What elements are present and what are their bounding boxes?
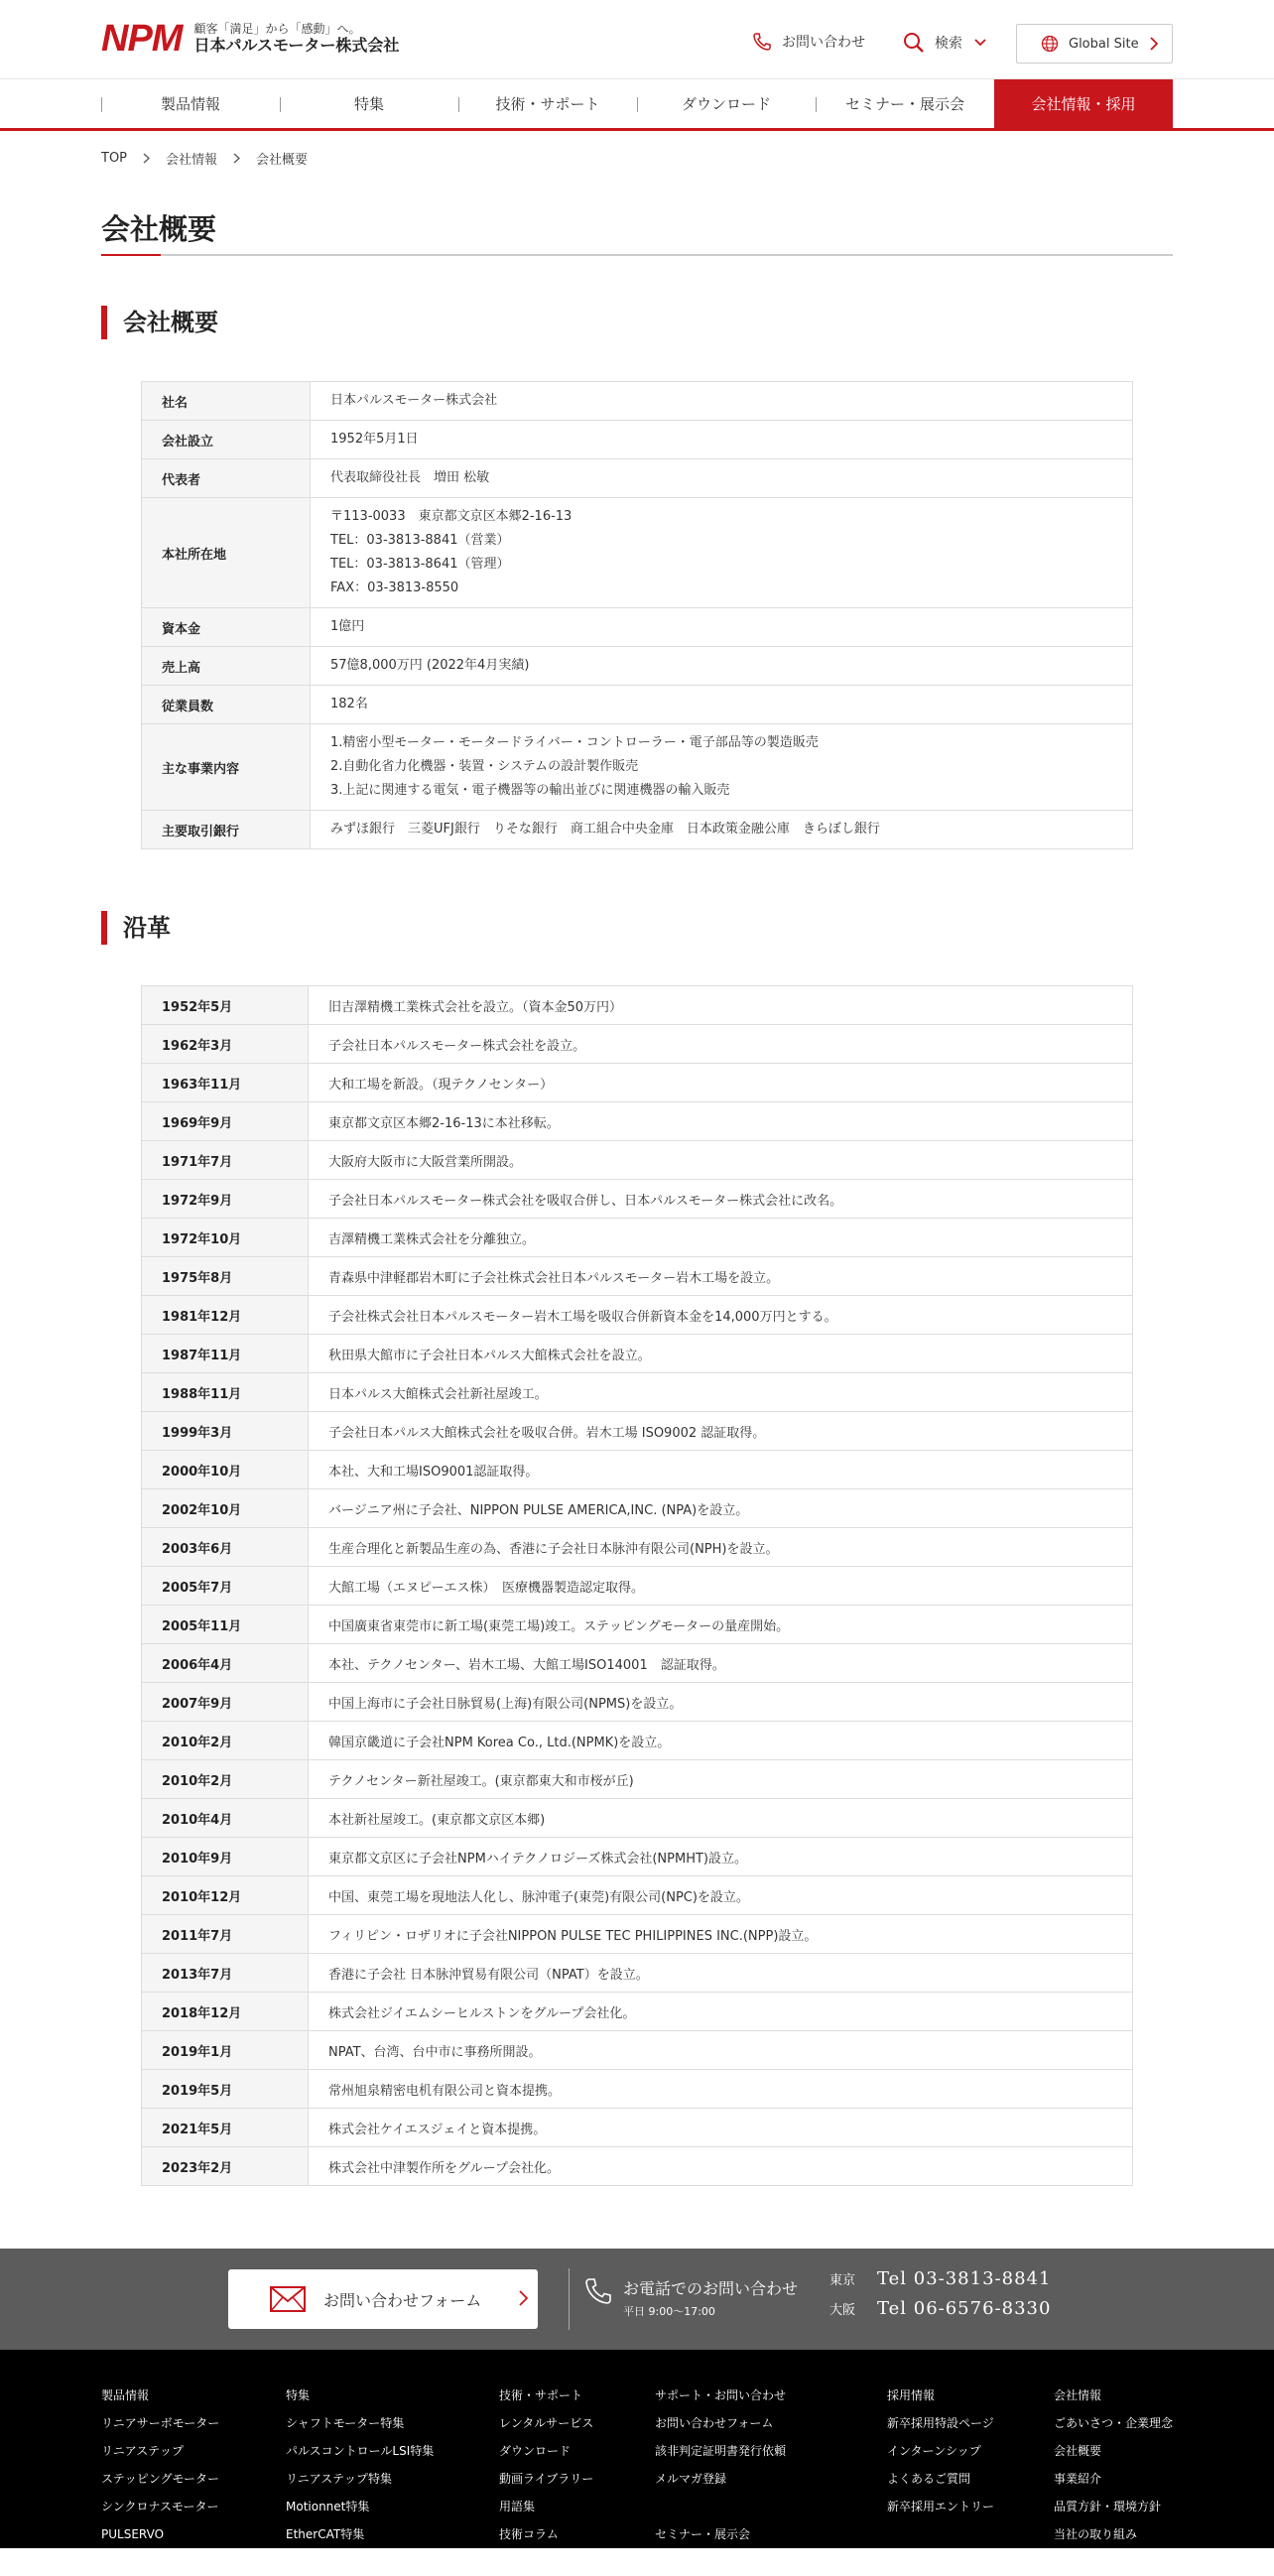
overview-value-line: 57億8,000万円 (2022年4月実績) bbox=[330, 658, 530, 673]
overview-value-line: みずほ銀行 三菱UFJ銀行 りそな銀行 商工組合中央金庫 日本政策金融公庫 きらぼし銀行 bbox=[330, 822, 880, 837]
history-event: 日本パルス大館株式会社新社屋竣工。 bbox=[309, 1373, 1133, 1412]
logo-mark: NPM bbox=[101, 18, 183, 60]
history-date: 2005年11月 bbox=[142, 1606, 309, 1644]
history-event: 韓国京畿道に子会社NPM Korea Co., Ltd.(NPMK)を設立。 bbox=[309, 1722, 1133, 1760]
history-date: 1999年3月 bbox=[142, 1412, 309, 1451]
history-date: 1981年12月 bbox=[142, 1296, 309, 1335]
footer-link[interactable]: EtherCAT特集 bbox=[286, 2527, 365, 2541]
footer-column-features bbox=[286, 2382, 434, 2548]
title-underline bbox=[101, 254, 1173, 256]
overview-value bbox=[311, 647, 1133, 686]
history-event: 東京都文京区に子会社NPMハイテクノロジーズ株式会社(NPMHT)設立。 bbox=[309, 1838, 1133, 1876]
history-event: 本社、大和工場ISO9001認証取得。 bbox=[309, 1451, 1133, 1489]
history-date: 2007年9月 bbox=[142, 1683, 309, 1722]
history-event: 子会社日本パルス大館株式会社を吸収合併。岩木工場 ISO9002 認証取得。 bbox=[309, 1412, 1133, 1451]
footer-link[interactable]: リニアステップ特集 bbox=[286, 2472, 393, 2486]
overview-value bbox=[311, 686, 1133, 724]
history-date: 1975年8月 bbox=[142, 1257, 309, 1296]
footer-link[interactable]: メルマガ登録 bbox=[655, 2472, 727, 2486]
history-date: 2010年2月 bbox=[142, 1760, 309, 1799]
history-event: 本社、テクノセンター、岩木工場、大館工場ISO14001 認証取得。 bbox=[309, 1644, 1133, 1683]
footer-link[interactable]: 品質方針・環境方針 bbox=[1054, 2500, 1162, 2513]
footer-link[interactable]: リニアステップ bbox=[101, 2444, 185, 2458]
history-date: 1963年11月 bbox=[142, 1064, 309, 1102]
overview-value-line: 1億円 bbox=[330, 619, 365, 634]
history-row bbox=[142, 2070, 1133, 2109]
search-toggle[interactable] bbox=[903, 32, 986, 54]
footer-link[interactable]: パルスコントロールLSI特集 bbox=[286, 2444, 435, 2458]
footer-link[interactable]: 会社概要 bbox=[1054, 2444, 1102, 2458]
history-date: 2013年7月 bbox=[142, 1954, 309, 1993]
overview-value-line: TEL：03-3813-8841（営業） bbox=[330, 533, 510, 548]
overview-row bbox=[142, 724, 1133, 811]
overview-heading: 会社概要 bbox=[101, 306, 218, 339]
history-date: 1962年3月 bbox=[142, 1025, 309, 1064]
footer-link[interactable]: お問い合わせフォーム bbox=[655, 2416, 774, 2430]
overview-label: 社名 bbox=[142, 382, 311, 421]
footer-link[interactable]: 該非判定証明書発行依頼 bbox=[655, 2444, 787, 2458]
history-event: フィリピン・ロザリオに子会社NIPPON PULSE TEC PHILIPPINES INC.(NPP)設立。 bbox=[309, 1915, 1133, 1954]
overview-label: 本社所在地 bbox=[142, 498, 311, 608]
mail-icon bbox=[270, 2286, 306, 2312]
breadcrumb-current: 会社概要 bbox=[256, 153, 309, 168]
footer-link[interactable]: ステッピングモーター bbox=[101, 2472, 220, 2486]
page-title: 会社概要 bbox=[101, 212, 217, 246]
overview-value bbox=[311, 724, 1133, 811]
history-event: 中国上海市に子会社日脉貿易(上海)有限公司(NPMS)を設立。 bbox=[309, 1683, 1133, 1722]
history-row bbox=[142, 1528, 1133, 1567]
footer-link[interactable]: シンクロナスモーター bbox=[101, 2500, 219, 2513]
overview-label: 会社設立 bbox=[142, 421, 311, 459]
footer-link[interactable]: インターンシップ bbox=[887, 2444, 981, 2458]
history-date: 2010年4月 bbox=[142, 1799, 309, 1838]
history-date: 1988年11月 bbox=[142, 1373, 309, 1412]
phone-hours: 平日 9:00～17:00 bbox=[623, 2305, 715, 2318]
history-event: NPAT、台湾、台中市に事務所開設。 bbox=[309, 2031, 1133, 2070]
overview-row bbox=[142, 459, 1133, 498]
tel-tokyo-number: Tel 03-3813-8841 bbox=[877, 2268, 1052, 2289]
chevron-right-icon bbox=[1150, 37, 1158, 51]
history-row bbox=[142, 1180, 1133, 1219]
footer-heading-link[interactable]: 特集 bbox=[286, 2388, 311, 2402]
history-event: 中国、東莞工場を現地法人化し、脉沖電子(東莞)有限公司(NPC)を設立。 bbox=[309, 1876, 1133, 1915]
overview-row bbox=[142, 608, 1133, 647]
history-row bbox=[142, 1219, 1133, 1257]
history-row bbox=[142, 1954, 1133, 1993]
history-row bbox=[142, 1567, 1133, 1606]
footer-link[interactable]: 当社の取り組み bbox=[1054, 2527, 1138, 2541]
overview-value-line: 〒113-0033 東京都文京区本郷2-16-13 bbox=[330, 509, 573, 524]
overview-row bbox=[142, 686, 1133, 724]
history-date: 1952年5月 bbox=[142, 986, 309, 1025]
history-row bbox=[142, 986, 1133, 1025]
chevron-right-icon bbox=[233, 153, 240, 164]
history-row bbox=[142, 1064, 1133, 1102]
main-nav bbox=[0, 79, 1274, 131]
chevron-right-icon bbox=[519, 2290, 528, 2306]
phone-info bbox=[583, 2276, 798, 2319]
overview-value-line: 1.精密小型モーター・モータードライバー・コントローラー・電子部品等の製造販売 bbox=[330, 735, 819, 750]
nav-item-company[interactable]: 会社情報・採用 bbox=[994, 79, 1173, 128]
history-row bbox=[142, 2109, 1133, 2147]
site-header bbox=[0, 0, 1274, 79]
footer-heading-link[interactable]: 技術・サポート bbox=[499, 2388, 583, 2402]
history-date: 1969年9月 bbox=[142, 1102, 309, 1141]
overview-label: 主要取引銀行 bbox=[142, 811, 311, 849]
contact-form-label: お問い合わせフォーム bbox=[323, 2290, 482, 2310]
footer-link[interactable]: 事業紹介 bbox=[1054, 2472, 1102, 2486]
history-date: 1987年11月 bbox=[142, 1335, 309, 1373]
history-row bbox=[142, 2031, 1133, 2070]
nav-item-download[interactable]: ダウンロード bbox=[681, 95, 771, 113]
breadcrumb-company[interactable]: 会社情報 bbox=[166, 153, 218, 168]
footer-heading-link[interactable]: 採用情報 bbox=[887, 2388, 936, 2402]
footer-link bbox=[655, 2493, 827, 2520]
history-row bbox=[142, 1025, 1133, 1064]
tel-osaka-label: 大阪 bbox=[829, 2303, 856, 2318]
history-date: 2019年1月 bbox=[142, 2031, 309, 2070]
footer-heading-link[interactable]: サポート・お問い合わせ bbox=[655, 2388, 787, 2402]
search-icon bbox=[903, 32, 925, 54]
overview-value-line: FAX：03-3813-8550 bbox=[330, 580, 459, 595]
chevron-right-icon bbox=[143, 153, 150, 164]
overview-value-line: 1952年5月1日 bbox=[330, 432, 419, 447]
chevron-down-icon bbox=[974, 39, 986, 47]
history-date: 2010年9月 bbox=[142, 1838, 309, 1876]
footer-link[interactable]: リニアサーボモーター bbox=[101, 2416, 220, 2430]
overview-value bbox=[311, 421, 1133, 459]
history-event: 本社新社屋竣工。(東京都文京区本郷) bbox=[309, 1799, 1133, 1838]
history-row bbox=[142, 1993, 1133, 2031]
footer-link[interactable]: 用語集 bbox=[499, 2500, 536, 2513]
history-row bbox=[142, 1799, 1133, 1838]
history-event: 中国廣東省東莞市に新工場(東莞工場)竣工。ステッピングモーターの量産開始。 bbox=[309, 1606, 1133, 1644]
history-event: 株式会社ジイエムシーヒルストンをグループ会社化。 bbox=[309, 1993, 1133, 2031]
history-event: 常州旭泉精密电机有限公司と資本提携。 bbox=[309, 2070, 1133, 2109]
global-site-button[interactable] bbox=[1016, 24, 1173, 64]
history-row bbox=[142, 1683, 1133, 1722]
history-event: 旧吉澤精機工業株式会社を設立。（資本金50万円） bbox=[309, 986, 1133, 1025]
history-row bbox=[142, 1606, 1133, 1644]
footer-link[interactable]: Motionnet特集 bbox=[286, 2500, 370, 2513]
history-date: 2010年12月 bbox=[142, 1876, 309, 1915]
footer-link[interactable]: パルスコントロールLSIセミナー bbox=[655, 2555, 828, 2569]
overview-row bbox=[142, 647, 1133, 686]
overview-label: 主な事業内容 bbox=[142, 724, 311, 811]
overview-table bbox=[141, 381, 1133, 849]
footer-link[interactable]: よくあるご質問 bbox=[887, 2472, 971, 2486]
history-row bbox=[142, 1335, 1133, 1373]
footer-link[interactable]: シャフトモーター特集 bbox=[286, 2416, 405, 2430]
history-date: 2005年7月 bbox=[142, 1567, 309, 1606]
history-event: 子会社日本パルスモーター株式会社を吸収合併し、日本パルスモーター株式会社に改名。 bbox=[309, 1180, 1133, 1219]
history-row bbox=[142, 1838, 1133, 1876]
history-date: 2000年10月 bbox=[142, 1451, 309, 1489]
history-row bbox=[142, 1451, 1133, 1489]
history-date: 2023年2月 bbox=[142, 2147, 309, 2186]
overview-label: 代表者 bbox=[142, 459, 311, 498]
history-row bbox=[142, 1141, 1133, 1180]
history-date: 1971年7月 bbox=[142, 1141, 309, 1180]
history-date: 2006年4月 bbox=[142, 1644, 309, 1683]
footer-column-recruit bbox=[887, 2382, 994, 2520]
breadcrumb bbox=[101, 149, 308, 168]
logo-tagline: 顧客「満足」から「感動」へ。 bbox=[193, 21, 361, 36]
history-event: 株式会社ケイエスジェイと資本提携。 bbox=[309, 2109, 1133, 2147]
breadcrumb-top[interactable]: TOP bbox=[101, 151, 128, 166]
tel-tokyo-label: 東京 bbox=[829, 2273, 856, 2288]
nav-item-features[interactable]: 特集 bbox=[353, 95, 384, 113]
footer-link[interactable]: ごあいさつ・企業理念 bbox=[1054, 2416, 1174, 2430]
footer-column-company bbox=[1054, 2382, 1173, 2548]
overview-label: 資本金 bbox=[142, 608, 311, 647]
history-date: 2003年6月 bbox=[142, 1528, 309, 1567]
overview-label: 従業員数 bbox=[142, 686, 311, 724]
company-logo[interactable] bbox=[101, 20, 399, 58]
contact-link[interactable] bbox=[752, 32, 865, 52]
overview-value-line: 2.自動化省力化機器・装置・システムの設計製作販売 bbox=[330, 759, 639, 774]
footer-link[interactable]: 技術コラム bbox=[499, 2527, 559, 2541]
site-footer bbox=[0, 2350, 1274, 2569]
history-event: 香港に子会社 日本脉沖貿易有限公司（NPAT）を設立。 bbox=[309, 1954, 1133, 1993]
history-event: 東京都文京区本郷2-16-13に本社移転。 bbox=[309, 1102, 1133, 1141]
global-site-label: Global Site bbox=[1069, 36, 1139, 52]
overview-value-line: 182名 bbox=[330, 697, 368, 711]
overview-value-line: 3.上記に関連する電気・電子機器等の輸出並びに関連機器の輸入販売 bbox=[330, 783, 730, 798]
phone-icon bbox=[752, 32, 772, 52]
footer-link[interactable]: 新卒採用特設ページ bbox=[887, 2416, 994, 2430]
overview-label: 売上高 bbox=[142, 647, 311, 686]
history-date: 2021年5月 bbox=[142, 2109, 309, 2147]
history-event: バージニア州に子会社、NIPPON PULSE AMERICA,INC. (NPA)を設立。 bbox=[309, 1489, 1133, 1528]
phone-title: お電話でのお問い合わせ bbox=[623, 2279, 799, 2298]
history-date: 2018年12月 bbox=[142, 1993, 309, 2031]
history-row bbox=[142, 1102, 1133, 1141]
footer-link[interactable]: ダウンロード bbox=[499, 2444, 572, 2458]
history-row bbox=[142, 1296, 1133, 1335]
history-table bbox=[141, 985, 1133, 2186]
overview-value bbox=[311, 811, 1133, 849]
overview-value-line: TEL：03-3813-8641（管理） bbox=[330, 557, 510, 572]
history-event: 大阪府大阪市に大阪営業所開設。 bbox=[309, 1141, 1133, 1180]
overview-row bbox=[142, 811, 1133, 849]
title-underline-accent bbox=[101, 254, 161, 256]
nav-item-tech-support[interactable]: 技術・サポート bbox=[495, 95, 600, 113]
footer-column-support bbox=[655, 2382, 827, 2576]
overview-value bbox=[311, 498, 1133, 608]
footer-heading-link[interactable]: 製品情報 bbox=[101, 2388, 150, 2402]
nav-item-products[interactable]: 製品情報 bbox=[160, 95, 220, 113]
phone-icon bbox=[583, 2276, 613, 2306]
footer-heading-link[interactable]: 会社情報 bbox=[1054, 2388, 1102, 2402]
tel-tokyo[interactable] bbox=[829, 2268, 1051, 2289]
history-row bbox=[142, 2147, 1133, 2186]
history-date: 2002年10月 bbox=[142, 1489, 309, 1528]
footer-link[interactable]: レンタルサービス bbox=[499, 2416, 594, 2430]
history-row bbox=[142, 1257, 1133, 1296]
overview-value bbox=[311, 459, 1133, 498]
history-event: 大館工場（エヌピーエス株） 医療機器製造認定取得。 bbox=[309, 1567, 1133, 1606]
history-event: 青森県中津軽郡岩木町に子会社株式会社日本パルスモーター岩木工場を設立。 bbox=[309, 1257, 1133, 1296]
footer-link[interactable]: 新卒採用エントリー bbox=[887, 2500, 995, 2513]
history-event: 株式会社中津製作所をグループ会社化。 bbox=[309, 2147, 1133, 2186]
history-event: テクノセンター新社屋竣工。(東京都東大和市桜が丘) bbox=[309, 1760, 1133, 1799]
footer-link[interactable]: 動画ライブラリー bbox=[499, 2472, 594, 2486]
globe-icon bbox=[1041, 35, 1059, 53]
overview-value-line: 日本パルスモーター株式会社 bbox=[330, 393, 498, 408]
history-date: 2011年7月 bbox=[142, 1915, 309, 1954]
footer-link[interactable]: セミナー・展示会 bbox=[655, 2527, 751, 2541]
history-row bbox=[142, 1722, 1133, 1760]
overview-row bbox=[142, 382, 1133, 421]
logo-company-name: 日本パルスモーター株式会社 bbox=[193, 35, 400, 55]
history-date: 1972年9月 bbox=[142, 1180, 309, 1219]
history-row bbox=[142, 1412, 1133, 1451]
history-heading: 沿革 bbox=[101, 911, 171, 945]
history-date: 1972年10月 bbox=[142, 1219, 309, 1257]
contact-label: お問い合わせ bbox=[782, 35, 865, 51]
footer-link[interactable]: PULSERVO bbox=[101, 2527, 165, 2541]
overview-row bbox=[142, 421, 1133, 459]
tel-osaka-number: Tel 06-6576-8330 bbox=[877, 2298, 1052, 2319]
history-date: 2010年2月 bbox=[142, 1722, 309, 1760]
overview-value bbox=[311, 608, 1133, 647]
history-row bbox=[142, 1915, 1133, 1954]
history-row bbox=[142, 1373, 1133, 1412]
history-event: 吉澤精機工業株式会社を分離独立。 bbox=[309, 1219, 1133, 1257]
overview-value-line: 代表取締役社長 増田 松敏 bbox=[330, 470, 490, 485]
history-event: 生産合理化と新製品生産の為、香港に子会社日本脉沖有限公司(NPH)を設立。 bbox=[309, 1528, 1133, 1567]
history-event: 大和工場を新設。（現テクノセンター） bbox=[309, 1064, 1133, 1102]
overview-row bbox=[142, 498, 1133, 608]
history-row bbox=[142, 1876, 1133, 1915]
history-date: 2019年5月 bbox=[142, 2070, 309, 2109]
contact-form-button[interactable] bbox=[228, 2269, 538, 2329]
history-row bbox=[142, 1760, 1133, 1799]
footer-column-tech bbox=[499, 2382, 593, 2548]
tel-osaka[interactable] bbox=[829, 2298, 1051, 2319]
history-event: 秋田県大館市に子会社日本パルス大館株式会社を設立。 bbox=[309, 1335, 1133, 1373]
search-label: 検索 bbox=[935, 36, 962, 52]
nav-item-seminars[interactable]: セミナー・展示会 bbox=[844, 95, 964, 113]
footer-column-products bbox=[101, 2382, 219, 2548]
overview-value bbox=[311, 382, 1133, 421]
history-event: 子会社株式会社日本パルスモーター岩木工場を吸収合併新資本金を14,000万円とする。 bbox=[309, 1296, 1133, 1335]
history-row bbox=[142, 1489, 1133, 1528]
history-row bbox=[142, 1644, 1133, 1683]
contact-band bbox=[0, 2249, 1274, 2350]
history-event: 子会社日本パルスモーター株式会社を設立。 bbox=[309, 1025, 1133, 1064]
